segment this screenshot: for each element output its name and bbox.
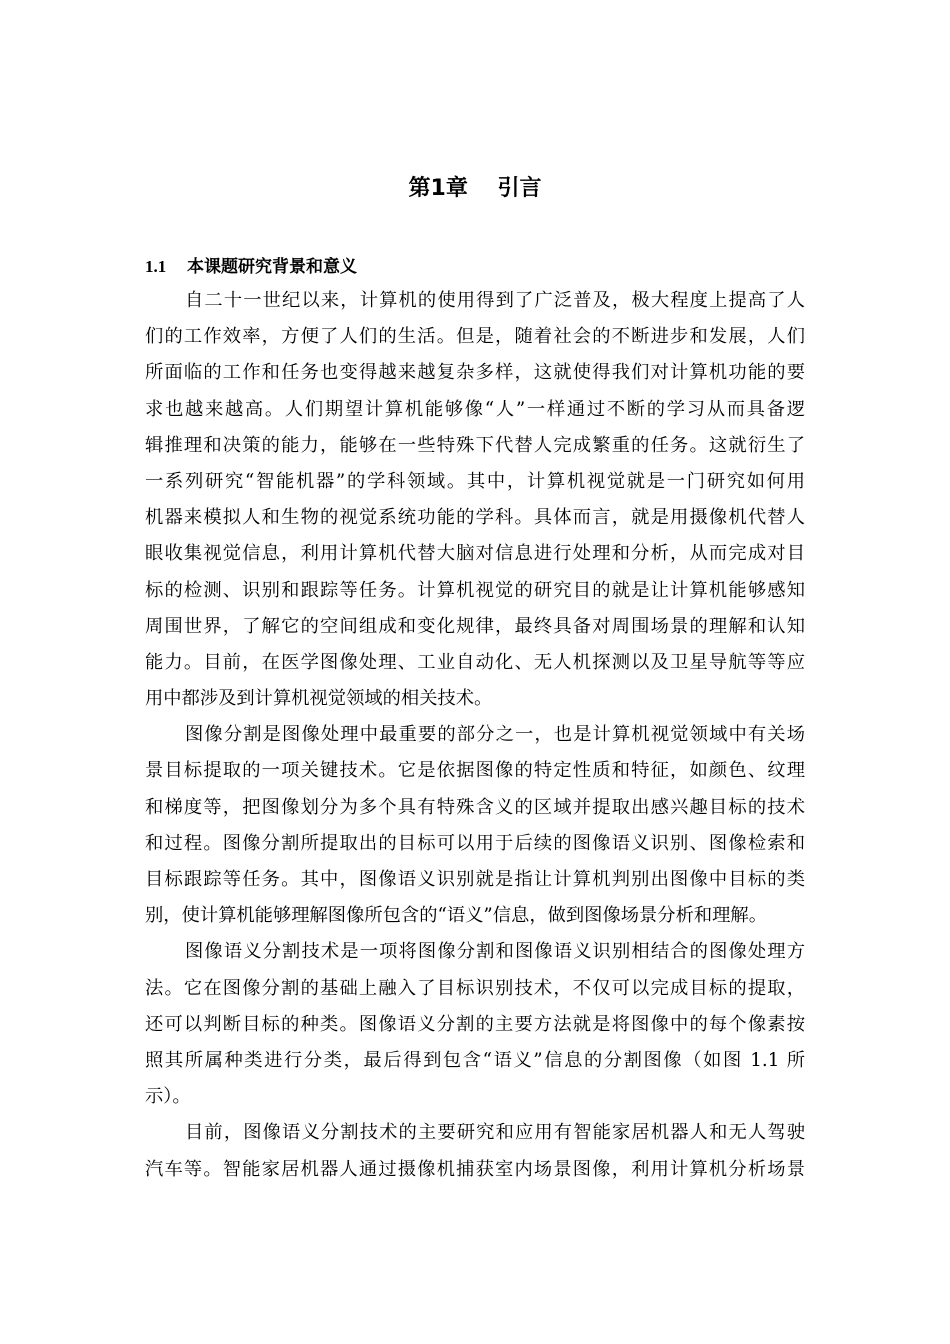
text-line: 机器来模拟人和生物的视觉系统功能的学科。具体而言，就是用摄像机代替人	[145, 507, 805, 529]
text-line: 自二十一世纪以来，计算机的使用得到了广泛普及，极大程度上提高了人	[185, 290, 805, 311]
text-line: 法。它在图像分割的基础上融入了目标识别技术，不仅可以完成目标的提取，	[145, 977, 805, 999]
text-line: 别，使计算机能够理解图像所包含的“语义”信息，做到图像场景分析和理解。	[145, 905, 767, 927]
text-line: 图像语义分割技术是一项将图像分割和图像语义识别相结合的图像处理方	[185, 941, 805, 963]
text-line: 一系列研究“智能机器”的学科领域。其中，计算机视觉就是一门研究如何用	[145, 470, 805, 492]
text-line: 求也越来越高。人们期望计算机能够像“人”一样通过不断的学习从而具备逻	[145, 398, 805, 420]
text-line: 照其所属种类进行分类，最后得到包含“语义”信息的分割图像（如图 1.1 所	[145, 1049, 805, 1071]
text-line: 景目标提取的一项关键技术。它是依据图像的特定性质和特征，如颜色、纹理	[145, 760, 805, 782]
text-line: 所面临的工作和任务也变得越来越复杂多样，这就使得我们对计算机功能的要	[145, 362, 805, 384]
section-number: 1.1	[145, 257, 167, 276]
text-line: 目前，图像语义分割技术的主要研究和应用有智能家居机器人和无人驾驶	[185, 1122, 805, 1144]
body-text	[145, 283, 805, 1188]
paragraph-4	[145, 1115, 805, 1187]
paragraph-1	[145, 283, 805, 717]
text-line: 图像分割是图像处理中最重要的部分之一，也是计算机视觉领域中有关场	[185, 724, 805, 746]
text-line: 标的检测、识别和跟踪等任务。计算机视觉的研究目的就是让计算机能够感知	[145, 579, 805, 601]
text-line: 和过程。图像分割所提取出的目标可以用于后续的图像语义识别、图像检索和	[145, 832, 805, 854]
text-line: 眼收集视觉信息，利用计算机代替大脑对信息进行处理和分析，从而完成对目	[145, 543, 805, 565]
chapter-title: 第1章 引言	[408, 176, 542, 201]
text-line: 辑推理和决策的能力，能够在一些特殊下代替人完成繁重的任务。这就衍生了	[145, 434, 805, 456]
text-line: 还可以判断目标的种类。图像语义分割的主要方法就是将图像中的每个像素按	[145, 1013, 805, 1035]
text-line: 们的工作效率，方便了人们的生活。但是，随着社会的不断进步和发展，人们	[145, 326, 805, 348]
section-title: 本课题研究背景和意义	[187, 257, 357, 277]
text-line: 能力。目前，在医学图像处理、工业自动化、无人机探测以及卫星导航等等应	[145, 651, 805, 673]
text-line: 和梯度等，把图像划分为多个具有特殊含义的区域并提取出感兴趣目标的技术	[145, 796, 805, 818]
paragraph-2	[145, 717, 805, 934]
text-line: 示）。	[145, 1086, 191, 1108]
text-line: 周围世界，了解它的空间组成和变化规律，最终具备对周围场景的理解和认知	[145, 615, 805, 637]
text-line: 汽车等。智能家居机器人通过摄像机捕获室内场景图像，利用计算机分析场景	[145, 1158, 805, 1180]
section-heading	[145, 254, 357, 280]
paragraph-3	[145, 934, 805, 1115]
text-line: 目标跟踪等任务。其中，图像语义识别就是指让计算机判别出图像中目标的类	[145, 869, 805, 890]
text-line: 用中都涉及到计算机视觉领域的相关技术。	[145, 688, 493, 710]
